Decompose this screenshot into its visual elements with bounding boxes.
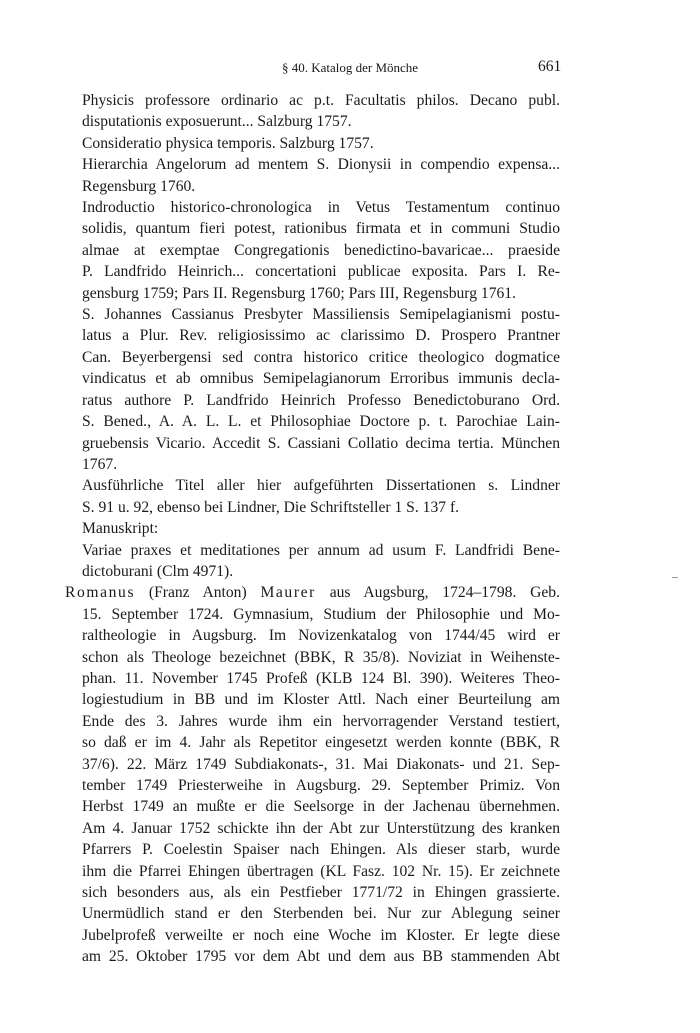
text-line: Jubelprofeß verweilte er noch eine Woche im Kloster. Er legte diese <box>82 926 560 944</box>
text-line: so daß er im 4. Jahr als Repetitor eingesetzt werden konnte (BBK, R <box>82 734 560 752</box>
text-line: 1767. <box>82 455 118 473</box>
text-line: gruebensis Vicario. Accedit S. Cassiani Collatio decima tertia. München <box>82 434 560 452</box>
text-line: almae at exemptae Congregationis benedictino-bavaricae... praeside <box>82 241 560 259</box>
text-line: Unermüdlich stand er den Sterbenden bei. Nur zur Ablegung seiner <box>82 905 560 923</box>
bibliography-paragraph <box>65 304 560 475</box>
bibliography-paragraph <box>65 475 560 518</box>
bibliography-list <box>65 90 560 582</box>
entry-given-name: (Franz Anton) <box>148 584 247 602</box>
text-line: logiestudium in BB und im Kloster Attl. Nach einer Beurteilung am <box>82 691 560 709</box>
text-line: ratus authore P. Landfrido Heinrich Professo Benedictoburano Ord. <box>82 391 560 409</box>
text-line: 15. September 1724. Gymnasium, Studium der Philosophie und Mo- <box>82 605 560 623</box>
running-head-title: § 40. Katalog der Mönche <box>281 60 419 75</box>
entry-first-line <box>65 582 560 603</box>
text-line: gensburg 1759; Pars II. Regensburg 1760; Pars III, Regensburg 1761. <box>82 284 516 302</box>
text-line: Ende des 3. Jahres wurde ihm ein hervorragender Verstand testiert, <box>82 712 560 730</box>
text-line: S. Johannes Cassianus Presbyter Massiliensis Semipelagianismi postu- <box>82 306 560 324</box>
bibliography-paragraph <box>65 540 560 583</box>
text-line: Variae praxes et meditationes per annum ad usum F. Landfridi Bene- <box>82 541 560 559</box>
text-line: latus a Plur. Rev. religiosissimo ac clarissimo D. Prospero Prantner <box>82 327 560 345</box>
text-line: Regensburg 1760. <box>82 177 196 195</box>
bibliography-paragraph <box>65 90 560 133</box>
text-line: Consideratio physica temporis. Salzburg 1757. <box>82 134 374 152</box>
text-line: Pfarrers P. Coelestin Spaiser nach Ehingen. Als dieser starb, wurde <box>82 841 560 859</box>
text-line: P. Landfrido Heinrich... concertationi publicae exposita. Pars I. Re- <box>82 263 560 281</box>
entry-name: Romanus <box>65 584 136 602</box>
text-line: Indroductio historico-chronologica in Vetus Testamentum continuo <box>82 199 560 217</box>
text-line: raltheologie in Augsburg. Im Novizenkatalog von 1744/45 wird er <box>82 627 560 645</box>
text-line: Ausführliche Titel aller hier aufgeführten Dissertationen s. Lindner <box>82 477 560 495</box>
bibliography-paragraph <box>65 154 560 197</box>
margin-mark <box>672 577 678 578</box>
body-text <box>65 90 560 968</box>
text-line: 37/6). 22. März 1749 Subdiakonats-, 31. Mai Diakonats- und 21. Sep- <box>82 755 560 773</box>
text-line: S. Bened., A. A. L. L. et Philosophiae Doctore p. t. Parochiae Lain- <box>82 413 560 431</box>
text-line: schon als Theologe bezeichnet (BBK, R 35/8). Noviziat in Weihenste- <box>82 648 560 666</box>
text-line: phan. 11. November 1745 Profeß (KLB 124 Bl. 390). Weiteres Theo- <box>82 669 560 687</box>
text-line: Physicis professore ordinario ac p.t. Facultatis philos. Decano publ. <box>82 92 560 109</box>
text-line: Am 4. Januar 1752 schickte ihn der Abt zur Unterstützung des kranken <box>82 819 560 837</box>
text-line: sich besonders aus, als ein Pestfieber 1771/72 in Ehingen grassierte. <box>82 884 560 902</box>
text-line: am 25. Oktober 1795 vor dem Abt und dem aus BB stammenden Abt <box>82 948 560 966</box>
entry-body <box>65 604 560 968</box>
page-number: 661 <box>538 58 562 75</box>
text-line: tember 1749 Priesterweihe in Augsburg. 29. September Primiz. Von <box>82 777 560 794</box>
text-line: disputationis exposuerunt... Salzburg 1757. <box>82 113 352 131</box>
bibliography-paragraph <box>65 133 560 154</box>
text-line: Hierarchia Angelorum ad mentem S. Dionysii in compendio expensa... <box>82 156 560 174</box>
text-line: Herbst 1749 an mußte er die Seelsorge in der Jachenau übernehmen. <box>82 798 560 816</box>
text-line: Manuskript: <box>82 520 159 538</box>
monk-entry-romanus-maurer <box>65 582 560 967</box>
bibliography-paragraph <box>65 197 560 304</box>
entry-first-line-tail: aus Augsburg, 1724–1798. Geb. <box>329 584 560 602</box>
text-line: solidis, quantum fieri potest, rationibus firmata et in communi Studio <box>82 220 560 238</box>
running-head <box>0 58 700 80</box>
text-line: Can. Beyerbergensi sed contra historico critice theologico dogmatice <box>82 348 560 366</box>
entry-surname: Maurer <box>260 584 316 602</box>
text-line: vindicatus et ab omnibus Semipelagianorum Erroribus immunis decla- <box>82 370 560 388</box>
bibliography-paragraph <box>65 518 560 539</box>
text-line: dictoburani (Clm 4971). <box>82 562 234 580</box>
text-line: ihm die Pfarrei Ehingen übertragen (KL Fasz. 102 Nr. 15). Er zeichnete <box>82 862 560 880</box>
text-line: S. 91 u. 92, ebenso bei Lindner, Die Schriftsteller 1 S. 137 f. <box>82 498 460 516</box>
